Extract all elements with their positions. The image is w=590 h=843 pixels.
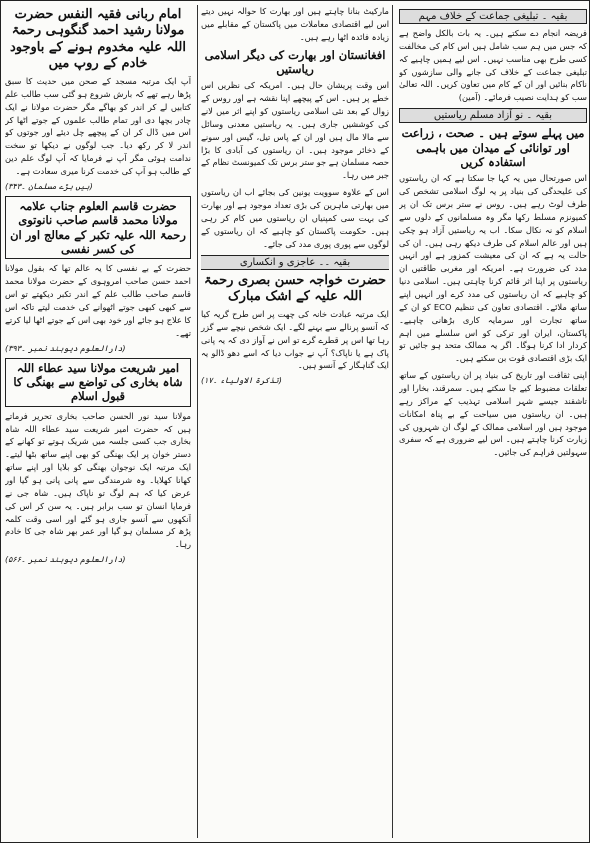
article-body-bukhari: مولانا سید نور الحسن صاحب بخاری تحریر فرماتے ہیں کہ حضرت امیر شریعت سید عطاء اللہ شاہ بخاری جب کسی جلسہ میں شریک ہوتے تو کھانے کے دستر خوان پر ایک بھنگی کو بھی اپنے ساتھ بٹھا لیتے۔ ایک مرتبہ ایک نوجوان بھنگی کو بلایا اور اپنے ساتھ کھانا کھلایا۔ وہ شرمندگی سے پانی پانی ہو گیا اور عرض کیا کہ ہم لوگ تو ناپاک ہیں۔ شاہ جی نے فرمایا انسان تو سب برابر ہیں۔ یہ سن کر اس کی آنکھوں سے آنسو جاری ہو گئے اور اسی وقت کلمہ پڑھ کر مسلمان ہو گیا اور عمر بھر شاہ جی کا خادم رہا۔ (5, 410, 191, 550)
article-heading-hasan-basri: حضرت خواجہ حسن بصری رحمۃ اللہ علیہ کے اشک مبارک (203, 272, 387, 304)
continuation-band: بقیہ ۔ تبلیغی جماعت کے خلاف مہم (399, 9, 587, 24)
article-body-india: اس کے علاوہ سوویت یونین کی بجائے اب ان ریاستوں میں بھارتی ماہرین کی بڑی تعداد موجود ہے اور بھارت کی بہت سی کمپنیاں ان ریاستوں میں کام کر رہی ہیں۔ حکومت پاکستان کو چاہیے کہ ان ریاستوں کے لوگوں سے پوری پوری مدد کی جائے۔ (201, 187, 389, 249)
column-right (399, 5, 587, 838)
article-body-nanautavi: حضرت کے بے نفسی کا یہ عالم تھا کہ بقول مولانا احمد حسن صاحب امروہوی کے حضرت مولانا محمد قاسم صاحب طالب علم کے اندر تکبر دیکھتے تو اس سے کبھی کبھی جوتے اٹھوانے کی خدمت لیتے تاکہ اس کا علاج ہو جائے اور خود بھی اس کے جوتے اٹھا لیا کرتے تھے۔ (5, 263, 191, 338)
article-body-gangohi: آپ ایک مرتبہ مسجد کے صحن میں حدیث کا سبق پڑھا رہے تھے کہ بارش شروع ہو گئی سب طالب علم کتابیں لے کر اندر کو بھاگے مگر حضرت مولانا نے ایک چادر بچھا دی اور تمام طالب علموں کے جوتے اٹھا کر اس میں ڈال کر ان کے پیچھے چل دیئے اور جوتوں کو اندر لا کر رکھ دیا۔ جب لوگوں نے دیکھا تو سخت ندامت ہوئی مگر آپ نے فرمایا کہ آپ لوگ علم دین کے طالب ہو آپ کی خدمت کرنا میری سعادت ہے۔ (5, 76, 191, 177)
article-body-afghanistan: اس وقت پریشان حال ہیں۔ امریکہ کی نظریں اس خطے پر ہیں۔ اس کے پیچھے اپنا نقشہ ہے اور روس کے زوال کے بعد نئی اسلامی ریاستوں کو اپنے اثر میں لانے کی کوششیں جاری ہیں۔ یہ ریاستیں معدنی وسائل سے مالا مال ہیں اور ان کے پاس تیل، گیس اور سونے کے ذخائر موجود ہیں۔ ان ریاستوں کی آبادی کا بڑا حصہ مسلمان ہے جو ستر برس تک کمیونسٹ نظام کے جبر میں رہا۔ (201, 80, 389, 181)
column-middle (197, 5, 393, 838)
source-citation: (تذکرۃ الاولیاء ۔۱۷) (201, 376, 282, 386)
article-body-culture: اپنی ثقافت اور تاریخ کی بنیاد پر ان ریاستوں کے ساتھ تعلقات مضبوط کیے جا سکتے ہیں۔ سمرقند، بخارا اور تاشقند جیسے شہر اسلامی تہذیب کے مراکز رہے ہیں۔ ان ریاستوں میں سیاحت کے بے پناہ امکانات موجود ہیں اور اسلامی ممالک کے لوگ ان شہروں کی زیارت کرنا چاہتے ہیں۔ اس لیے ضروری ہے کہ سفری سہولتیں فراہم کی جائیں۔ (399, 370, 587, 458)
column-left (5, 5, 191, 838)
article-heading-nanautavi: حضرت قاسم العلوم جناب علامہ مولانا محمد قاسم صاحب نانوتوی رحمۃ اللہ علیہ تکبر کے معالج اور ان کی کسر نفسی (5, 196, 191, 260)
continuation-band: بقیہ ۔۔ عاجزی و انکساری (201, 255, 389, 270)
source-citation: (دارالعلوم دیوبند نمبر ۔۵۶۶) (5, 555, 126, 565)
article-heading-states: میں پہلے سوتے ہیں ۔ صحت ، زراعت اور توانائی کے میدان میں باہمی استفادہ کریں (401, 126, 585, 169)
article-body-markets: مارکیٹ بنانا چاہتے ہیں اور بھارت کا حوالہ نہیں دیتے اس لیے اقتصادی معاملات میں پاکستان کے مقابلے میں زیادہ فائدہ اٹھا رہے ہیں۔ (201, 6, 389, 42)
article-heading-gangohi: امام ربانی فقیہ النفس حضرت مولانا رشید احمد گنگوہی رحمۃ اللہ علیہ مخدوم ہونے کے باوجود خادم کے روپ میں (9, 7, 186, 71)
article-body-tablighi: فریضہ انجام دے سکتے ہیں۔ یہ بات بالکل واضح ہے کہ جس میں ہم سب شامل ہیں اس کام کی مخالفت کسی طرح بھی مناسب نہیں۔ اس لیے ہمیں چاہیے کہ تبلیغی جماعت کے خلاف کی جانے والی سازشوں کو ناکام بنائیں اور ان کے کام میں تعاون کریں۔ اللہ تعالیٰ سب کو ہدایت نصیب فرمائے۔ (آمین) (399, 28, 587, 103)
continuation-band: بقیہ ۔ نو آزاد مسلم ریاستیں (399, 108, 587, 123)
article-heading-afghanistan: افغانستان اور بھارت کی دیگر اسلامی ریاستیں (204, 47, 386, 76)
article-body-hasan-basri: ایک مرتبہ عبادت خانہ کی چھت پر اس طرح گریہ کیا کہ آنسو پرنالے سے بہنے لگے۔ ایک شخص نیچے سے گزر رہا تھا اس پر قطرے گرے تو اس نے آواز دی کہ یہ پانی پاک ہے یا ناپاک؟ آپ نے جواب دیا کہ اسے دھو ڈالو یہ ایک گناہگار کے آنسو ہیں۔ (201, 309, 389, 371)
article-heading-bukhari: امیر شریعت مولانا سید عطاء اللہ شاہ بخاری کی تواضع سے بھنگی کا قبول اسلام (5, 358, 191, 407)
source-citation: (بیں بڑے مسلمان ۔۳۴۳) (5, 181, 93, 191)
article-body-states: اس صورتحال میں یہ کہا جا سکتا ہے کہ ان ریاستوں کی علیحدگی کی بنیاد پر یہ لوگ اسلامی تشخص کی طرف لوٹ رہے ہیں۔ روس نے ستر برس تک ان پر کمیونزم مسلط رکھا مگر وہ مسلمانوں کے دلوں سے اسلام کو نہ نکال سکا۔ اب یہ ریاستیں آزاد ہو چکی ہیں اور عالم اسلام کی طرف دیکھ رہی ہیں۔ ان کی حالت یہ ہے کہ ان کی معیشت کمزور ہے اور انہیں مدد کی ضرورت ہے۔ امریکہ اور مغربی طاقتیں ان ریاستوں پر اپنا اثر قائم کرنا چاہتی ہیں۔ اسلامی دنیا کو چاہیے کہ ان ریاستوں کی مدد کرے اور انہیں اپنے ساتھ ملائے۔ اقتصادی تعاون کی تنظیم ECO کو ان کے ساتھ تجارت اور سرمایہ کاری بڑھانی چاہیے۔ پاکستان، ایران اور ترکی کو اس سلسلے میں اہم کردار ادا کرنا ہوگا۔ اگر یہ ممالک متحد ہو جائیں تو ایک بڑی اقتصادی قوت بن سکتے ہیں۔ (399, 173, 587, 364)
source-citation: (دارالعلوم دیوبند نمبر ۔۳۹۳) (5, 343, 126, 353)
